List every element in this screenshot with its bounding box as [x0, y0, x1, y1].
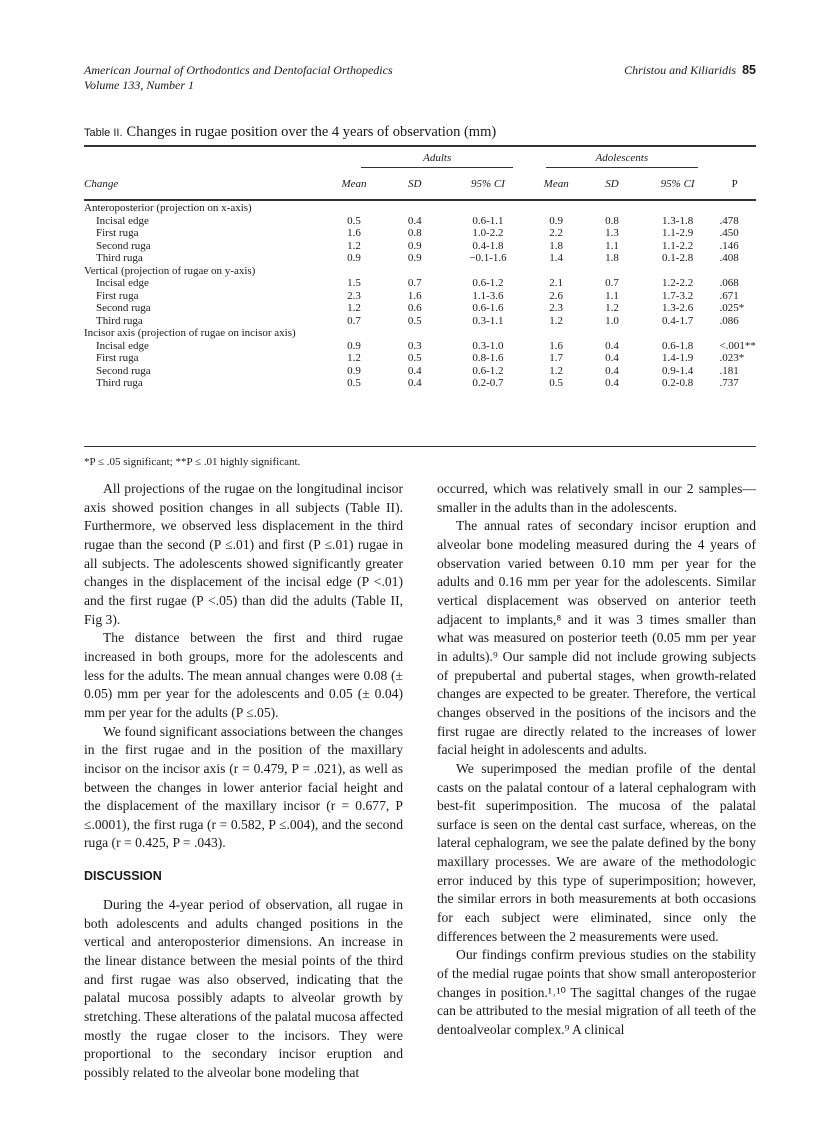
cell-value: 1.2 [549, 364, 564, 377]
cell-value: 1.6 [407, 289, 422, 302]
row-label: First ruga [96, 352, 139, 364]
row-label: Third ruga [96, 377, 143, 389]
cell-value: 1.1 [605, 239, 619, 252]
table-row [84, 290, 756, 303]
cell-value: 1.1-2.2 [662, 239, 694, 252]
group-adolescents: Adolescents [530, 150, 713, 170]
column-header: 95% CI [660, 177, 695, 190]
cell-value: 0.4 [407, 364, 422, 377]
cell-value: 0.4 [407, 214, 422, 227]
table-footnote: *P ≤ .05 significant; **P ≤ .01 highly significant. [84, 456, 301, 468]
cell-value: .023* [719, 352, 745, 364]
cell-value: 0.5 [347, 214, 361, 227]
cell-value: 0.9 [549, 214, 564, 227]
row-label: Incisal edge [96, 339, 149, 352]
section-heading-discussion: DISCUSSION [84, 869, 162, 884]
cell-value: 0.4-1.8 [472, 239, 504, 252]
table-bottom-rule [84, 446, 756, 447]
table-row [84, 377, 756, 390]
cell-value: 0.9 [347, 252, 361, 264]
row-label: Second ruga [96, 239, 151, 252]
cell-value: 0.8 [407, 227, 422, 239]
cell-value: 1.3 [605, 227, 619, 239]
cell-value: 1.3-1.8 [662, 214, 694, 227]
cell-value: 1.4-1.9 [662, 352, 694, 364]
cell-value: .086 [719, 314, 739, 327]
row-label: Second ruga [96, 302, 151, 314]
cell-value: 1.0-2.2 [472, 227, 504, 239]
table-caption [84, 124, 496, 141]
cell-value: 0.7 [407, 277, 422, 289]
table-label: Table II. [84, 127, 123, 139]
cell-value: 1.2 [347, 352, 361, 364]
cell-value: 1.7-3.2 [662, 289, 694, 302]
cell-value: 1.1-2.9 [662, 227, 694, 239]
journal-volume: Volume 133, Number 1 [84, 78, 194, 92]
row-label: Third ruga [96, 252, 143, 264]
cell-value: 2.1 [549, 277, 564, 289]
row-label: First ruga [96, 227, 139, 239]
row-label: First ruga [96, 289, 139, 302]
cell-value: 0.9 [407, 252, 422, 264]
column-header: SD [408, 177, 422, 190]
cell-value: 0.4 [605, 339, 619, 352]
right-column [437, 480, 756, 1040]
table-row [84, 365, 756, 378]
column-header: SD [605, 177, 619, 190]
table-section-row [84, 198, 756, 215]
table-row [84, 315, 756, 328]
paragraph: We superimposed the median profile of the dental casts on the palatal contour of a lateral cephalogram with best-fit superimposition. The mucosa of the palatal surface is seen on the dental cast surface, whereas, on the lateral cephalogram, we see the palate defined by the bony maxillary processes. We are aware of the methodologic error induced by this type of superimposition; however, the similar errors in both measurements at both occasions for each subject were eliminated, since only the differences between the 2 measurements were used. [437, 760, 756, 944]
cell-value: 0.9 [347, 364, 361, 377]
cell-value: 1.6 [347, 227, 361, 239]
cell-value: 0.5 [407, 314, 422, 327]
cell-value: 0.8-1.6 [472, 352, 504, 364]
rugae-changes-table [84, 150, 756, 390]
section-label: Incisor axis (projection of rugae on incisor axis) [84, 327, 296, 339]
cell-value: 2.2 [549, 227, 564, 239]
running-header-authors [624, 63, 756, 78]
cell-value: .737 [719, 377, 739, 389]
cell-value: 0.4 [407, 377, 422, 389]
table-section-row [84, 265, 756, 278]
cell-value: 0.4 [605, 377, 619, 389]
journal-name: American Journal of Orthodontics and Dentofacial Orthopedics [84, 63, 393, 77]
paragraph: occurred, which was relatively small in our 2 samples—smaller in the adults than in the adolescents. [437, 481, 756, 515]
column-header: Mean [543, 177, 569, 190]
cell-value: 1.2 [549, 314, 564, 327]
cell-value: .450 [719, 227, 739, 239]
table-top-rule [84, 145, 756, 147]
cell-value: −0.1-1.6 [469, 252, 507, 264]
cell-value: 1.5 [347, 277, 361, 289]
cell-value: 1.2 [347, 239, 361, 252]
cell-value: 0.6-1.2 [472, 277, 504, 289]
cell-value: 0.5 [347, 377, 361, 389]
cell-value: 0.6-1.6 [472, 302, 504, 314]
cell-value: 2.3 [549, 302, 564, 314]
column-header: Mean [341, 177, 367, 190]
cell-value: 0.5 [407, 352, 422, 364]
cell-value: 1.2 [605, 302, 619, 314]
table-title: Changes in rugae position over the 4 years of observation (mm) [126, 124, 497, 140]
cell-value: 0.2-0.8 [662, 377, 694, 389]
cell-value: 1.0 [605, 314, 619, 327]
cell-value: 0.3-1.1 [472, 314, 504, 327]
cell-value: 0.5 [549, 377, 564, 389]
paragraph: The distance between the first and third rugae increased in both groups, more for the adolescents and less for the adults. The mean annual changes were 0.08 (± 0.05) mm per year for the adolescents and 0.05 (± 0.04) mm per year for the adults (P ≤.05). [84, 630, 403, 720]
cell-value: 0.7 [347, 314, 361, 327]
cell-value: 1.4 [549, 252, 564, 264]
running-header-journal [84, 63, 393, 93]
paragraph: All projections of the rugae on the longitudinal incisor axis showed position changes in all subjects (Table II). Furthermore, we observed less displacement in the third rugae than the second (P ≤.01) and first (P ≤.01) rugae in all subjects. The adolescents showed significantly greater changes in the displacement of the incisal edge (P <.01) and the first rugae (P <.05) than did the adults (Table II, Fig 3). [84, 481, 403, 627]
cell-value: .146 [719, 239, 739, 252]
cell-value: 0.6-1.2 [472, 364, 504, 377]
paragraph: We found significant associations between the changes in the first rugae and in the position of the maxillary incisor on the incisor axis (r = 0.479, P = .021), as well as between the changes in lower anterior facial height and the displacement of the maxillary incisor (r = 0.677, P ≤.0001), the first ruga (r = 0.582, P ≤.004), and the second ruga (r = 0.425, P = .043). [84, 723, 403, 851]
table-row [84, 240, 756, 253]
table-row [84, 215, 756, 228]
cell-value: 0.2-0.7 [472, 377, 504, 389]
cell-value: 0.3-1.0 [472, 339, 504, 352]
cell-value: 2.6 [549, 289, 564, 302]
cell-value: 0.9-1.4 [662, 364, 694, 377]
row-label: Third ruga [96, 314, 143, 327]
cell-value: 0.4 [605, 364, 619, 377]
cell-value: 1.7 [549, 352, 564, 364]
table-section-row [84, 327, 756, 340]
authors: Christou and Kiliaridis [624, 63, 737, 77]
cell-value: 1.2-2.2 [662, 277, 694, 289]
cell-value: 1.8 [549, 239, 564, 252]
cell-value: 0.6-1.8 [662, 339, 694, 352]
cell-value: 2.3 [347, 289, 361, 302]
group-adults: Adults [324, 150, 530, 170]
row-label: Incisal edge [96, 277, 149, 289]
section-label: Anteroposterior (projection on x-axis) [84, 202, 252, 214]
table-row [84, 340, 756, 353]
cell-value: 1.6 [549, 339, 564, 352]
table-row [84, 302, 756, 315]
cell-value: 1.3-2.6 [662, 302, 694, 314]
cell-value: 1.1-3.6 [472, 289, 504, 302]
cell-value: .478 [719, 214, 739, 227]
left-column [84, 480, 403, 1083]
paragraph: During the 4-year period of observation, all rugae in both adolescents and adults changed positions in the vertical and anteroposterior dimensions. An increase in the linear distance between the mesial points of the third and first rugae was also observed, indicating that the palatal mucosa possibly adapts to alveolar growth by stretching. These alterations of the palatal mucosa affected mostly the rugae closer to the incisors. They were proportional to the secondary incisor eruption and possibly related to the alveolar bone modeling that [84, 897, 403, 1081]
cell-value: <.001** [719, 339, 756, 352]
cell-value: 0.3 [407, 339, 422, 352]
cell-value: .181 [719, 364, 739, 377]
cell-value: .408 [719, 252, 739, 264]
cell-value: 0.9 [347, 339, 361, 352]
cell-value: 0.4 [605, 352, 619, 364]
section-label: Vertical (projection of rugae on y-axis) [84, 264, 256, 277]
cell-value: .671 [719, 289, 739, 302]
cell-value: 0.6-1.1 [472, 214, 504, 227]
cell-value: 1.1 [605, 289, 619, 302]
column-header: 95% CI [470, 177, 505, 190]
table-row [84, 352, 756, 365]
cell-value: 0.6 [407, 302, 422, 314]
column-header: Change [84, 177, 119, 190]
table-row [84, 227, 756, 240]
cell-value: 0.8 [605, 214, 619, 227]
cell-value: 0.9 [407, 239, 422, 252]
paragraph: Our findings confirm previous studies on the stability of the medial rugae points that show small anteroposterior changes in position.¹˒¹⁰ The sagittal changes of the rugae can be attributed to the mesial migration of all teeth of the dentoalveolar complex.⁹ A clinical [437, 947, 756, 1038]
cell-value: 0.7 [605, 277, 619, 289]
table-row [84, 277, 756, 290]
cell-value: 0.4-1.7 [662, 314, 694, 327]
column-header: P [731, 177, 738, 190]
page-number: 85 [742, 63, 756, 77]
cell-value: 1.2 [347, 302, 361, 314]
cell-value: .025* [719, 302, 745, 314]
cell-value: .068 [719, 277, 739, 289]
paragraph: The annual rates of secondary incisor eruption and alveolar bone modeling measured during the 4 years of observation varied between 0.10 mm per year for the adults and 0.16 mm per year for the adolescents. Similar vertical displacement was observed on anterior teeth adjacent to implants,⁸ and it was 3 times smaller than what was measured on posterior teeth (0.05 mm per year in adults).⁹ Our sample did not include growing subjects of prepubertal and pubertal stages, when growth-related changes are expected to be greater. Therefore, the vertical changes observed in the positions of the incisors and the first rugae are directly related to the increases of lower facial height in adolescents and adults. [437, 518, 756, 758]
row-label: Second ruga [96, 364, 151, 377]
cell-value: 0.1-2.8 [662, 252, 694, 264]
row-label: Incisal edge [96, 214, 149, 227]
table-row [84, 252, 756, 265]
cell-value: 1.8 [605, 252, 619, 264]
